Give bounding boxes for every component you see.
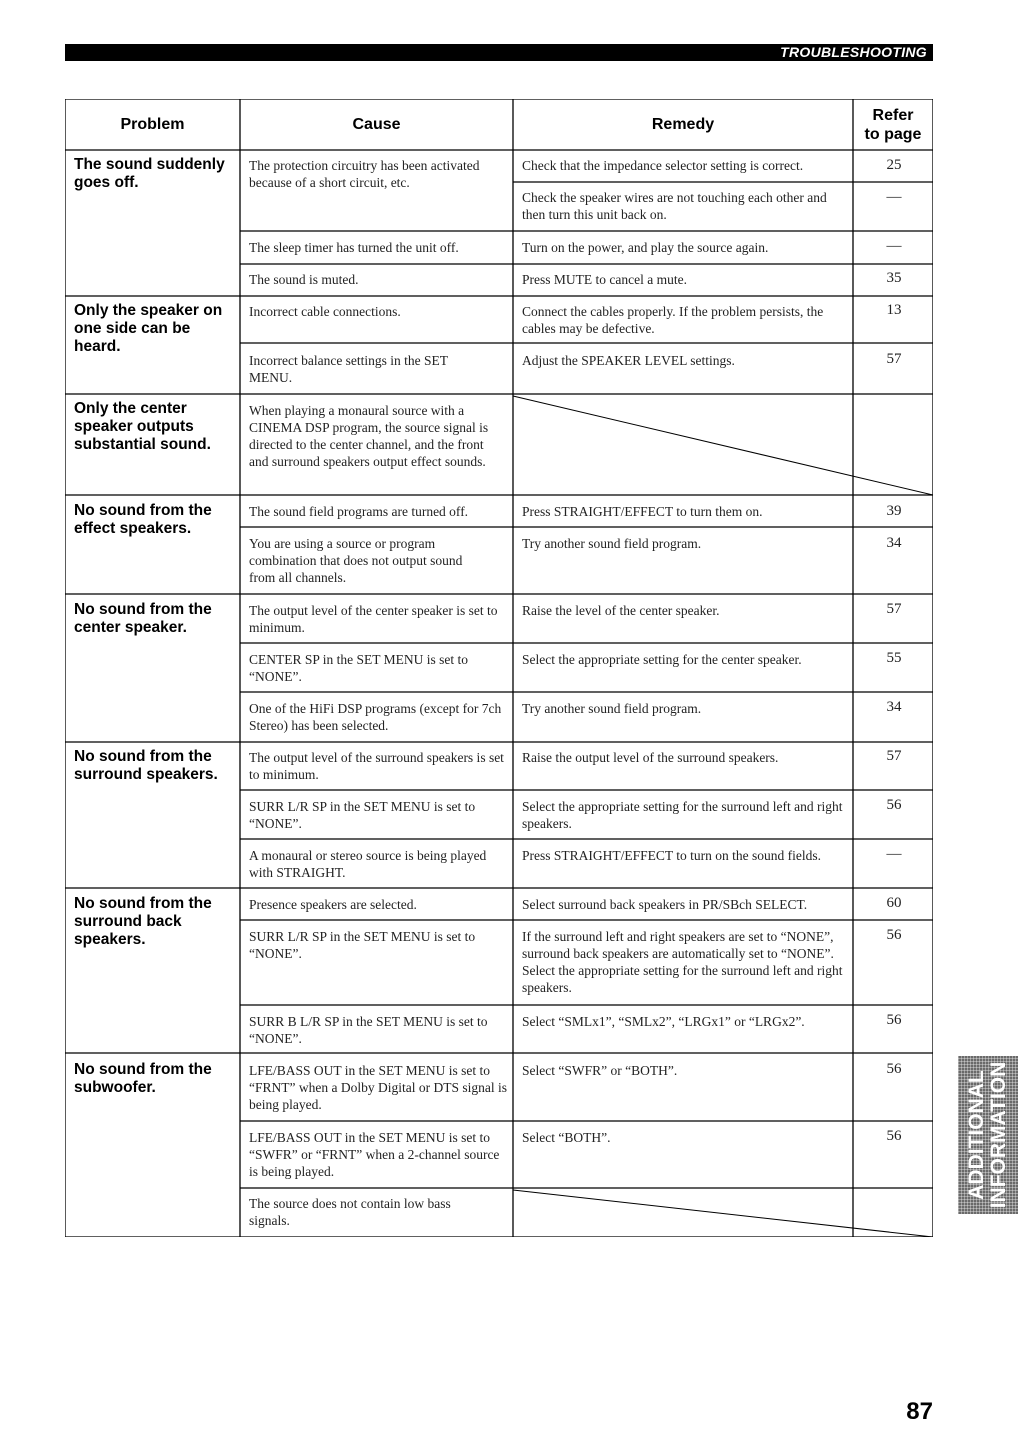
- remedy-cell: Check the speaker wires are not touching each other and then turn this unit back on.: [522, 190, 827, 222]
- problem-no-effect-speakers: No sound from the effect speakers.: [74, 502, 212, 537]
- refer-page-number: 39: [886, 503, 902, 519]
- problem-no-subwoofer: No sound from the subwoofer.: [74, 1061, 212, 1096]
- refer-page-number: 56: [886, 927, 902, 943]
- remedy-cell: Try another sound field program.: [522, 536, 702, 551]
- remedy-cell: Select the appropriate setting for the center speaker.: [522, 652, 802, 667]
- refer-page-number: 56: [886, 1128, 902, 1144]
- troubleshooting-table: [65, 99, 933, 1237]
- refer-page-number: 55: [886, 650, 902, 666]
- refer-page-number: 56: [886, 1061, 902, 1077]
- page-number: 87: [906, 1398, 933, 1425]
- section-header-bar: [65, 44, 933, 61]
- cause-cell: Incorrect cable connections.: [249, 304, 401, 319]
- problem-no-surround-speakers: No sound from the surround speakers.: [74, 748, 218, 783]
- refer-page-number: —: [886, 846, 902, 862]
- remedy-cell: Check that the impedance selector setting is correct.: [522, 158, 804, 173]
- cause-cell: You are using a source or program combination that does not output sound from all channels.: [249, 536, 463, 585]
- remedy-cell: Press STRAIGHT/EFFECT to turn on the sound fields.: [522, 848, 822, 863]
- remedy-cell: Select the appropriate setting for the surround left and right speakers.: [522, 799, 843, 831]
- cause-cell: SURR L/R SP in the SET MENU is set to “NONE”.: [249, 929, 476, 961]
- problem-no-center-speaker: No sound from the center speaker.: [74, 601, 212, 636]
- column-header-problem: Problem: [120, 116, 185, 133]
- refer-page-number: 57: [886, 748, 902, 764]
- problem-one-side-heard: Only the speaker on one side can be heard.: [74, 302, 223, 355]
- refer-page-number: 57: [886, 601, 902, 617]
- remedy-cell: Select “SMLx1”, “SMLx2”, “LRGx1” or “LRGx2”.: [522, 1014, 805, 1029]
- cause-cell: Presence speakers are selected.: [249, 897, 417, 912]
- refer-page-number: 35: [886, 270, 902, 286]
- remedy-cell: Select “SWFR” or “BOTH”.: [522, 1063, 678, 1078]
- column-header-cause: Cause: [352, 116, 401, 133]
- remedy-cell: Press STRAIGHT/EFFECT to turn them on.: [522, 504, 763, 519]
- cause-cell: One of the HiFi DSP programs (except for 7ch Stereo) has been selected.: [249, 701, 502, 733]
- section-title: TROUBLESHOOTING: [780, 44, 927, 60]
- cause-cell: SURR L/R SP in the SET MENU is set to “NONE”.: [249, 799, 476, 831]
- remedy-cell: Raise the level of the center speaker.: [522, 603, 720, 618]
- remedy-cell: Raise the output level of the surround speakers.: [522, 750, 779, 765]
- remedy-cell: Try another sound field program.: [522, 701, 702, 716]
- refer-page-number: 60: [886, 895, 902, 911]
- remedy-cell: If the surround left and right speakers are set to “NONE”, surround back speakers are automatically set to “NONE”. Select the appropriate setting for the surround left and right speakers.: [522, 929, 843, 995]
- cause-cell: The output level of the center speaker is set to minimum.: [249, 603, 498, 635]
- cause-cell: The sleep timer has turned the unit off.: [249, 240, 459, 255]
- column-header-refer-page: Refer to page: [864, 106, 922, 143]
- remedy-cell: Adjust the SPEAKER LEVEL settings.: [522, 353, 735, 368]
- cause-cell: When playing a monaural source with a CINEMA DSP program, the source signal is directed to the center channel, and the front and surround speakers output effect sounds.: [249, 403, 489, 469]
- refer-page-number: 56: [886, 1012, 902, 1028]
- refer-page-number: 57: [886, 351, 902, 367]
- refer-page-number: —: [886, 189, 902, 205]
- cause-cell: Incorrect balance settings in the SET MENU.: [249, 353, 448, 385]
- cause-cell: The protection circuitry has been activated because of a short circuit, etc.: [249, 158, 480, 190]
- cause-cell: A monaural or stereo source is being played with STRAIGHT.: [249, 848, 487, 880]
- remedy-cell: Turn on the power, and play the source again.: [522, 240, 769, 255]
- cause-cell: The sound is muted.: [249, 272, 359, 287]
- refer-page-number: 56: [886, 797, 902, 813]
- cause-cell: The sound field programs are turned off.: [249, 504, 469, 519]
- refer-page-number: 25: [886, 157, 902, 173]
- section-side-tab: [958, 1056, 1018, 1214]
- refer-page-number: 34: [886, 699, 902, 715]
- problem-no-surround-back: No sound from the surround back speakers.: [74, 895, 212, 948]
- remedy-cell: Select “BOTH”.: [522, 1130, 611, 1145]
- problem-center-only: Only the center speaker outputs substantial sound.: [74, 400, 211, 453]
- remedy-cell: Select surround back speakers in PR/SBch SELECT.: [522, 897, 808, 912]
- refer-page-number: 34: [886, 535, 902, 551]
- refer-page-number: 13: [886, 302, 902, 318]
- remedy-cell: Connect the cables properly. If the problem persists, the cables may be defective.: [522, 304, 824, 336]
- cause-cell: SURR B L/R SP in the SET MENU is set to “NONE”.: [249, 1014, 488, 1046]
- cause-cell: LFE/BASS OUT in the SET MENU is set to “SWFR” or “FRNT” when a 2-channel source is being played.: [249, 1130, 500, 1179]
- cause-cell: The source does not contain low bass signals.: [249, 1196, 451, 1228]
- cause-cell: The output level of the surround speakers is set to minimum.: [249, 750, 504, 782]
- cause-cell: CENTER SP in the SET MENU is set to “NONE”.: [249, 652, 469, 684]
- problem-sound-suddenly-off: The sound suddenly goes off.: [74, 156, 225, 191]
- refer-page-number: —: [886, 238, 902, 254]
- cause-cell: LFE/BASS OUT in the SET MENU is set to “FRNT” when a Dolby Digital or DTS signal is being played.: [249, 1063, 507, 1112]
- remedy-cell: Press MUTE to cancel a mute.: [522, 272, 687, 287]
- column-header-remedy: Remedy: [651, 116, 715, 133]
- side-tab-label: ADDITIONAL INFORMATION: [965, 1061, 1010, 1209]
